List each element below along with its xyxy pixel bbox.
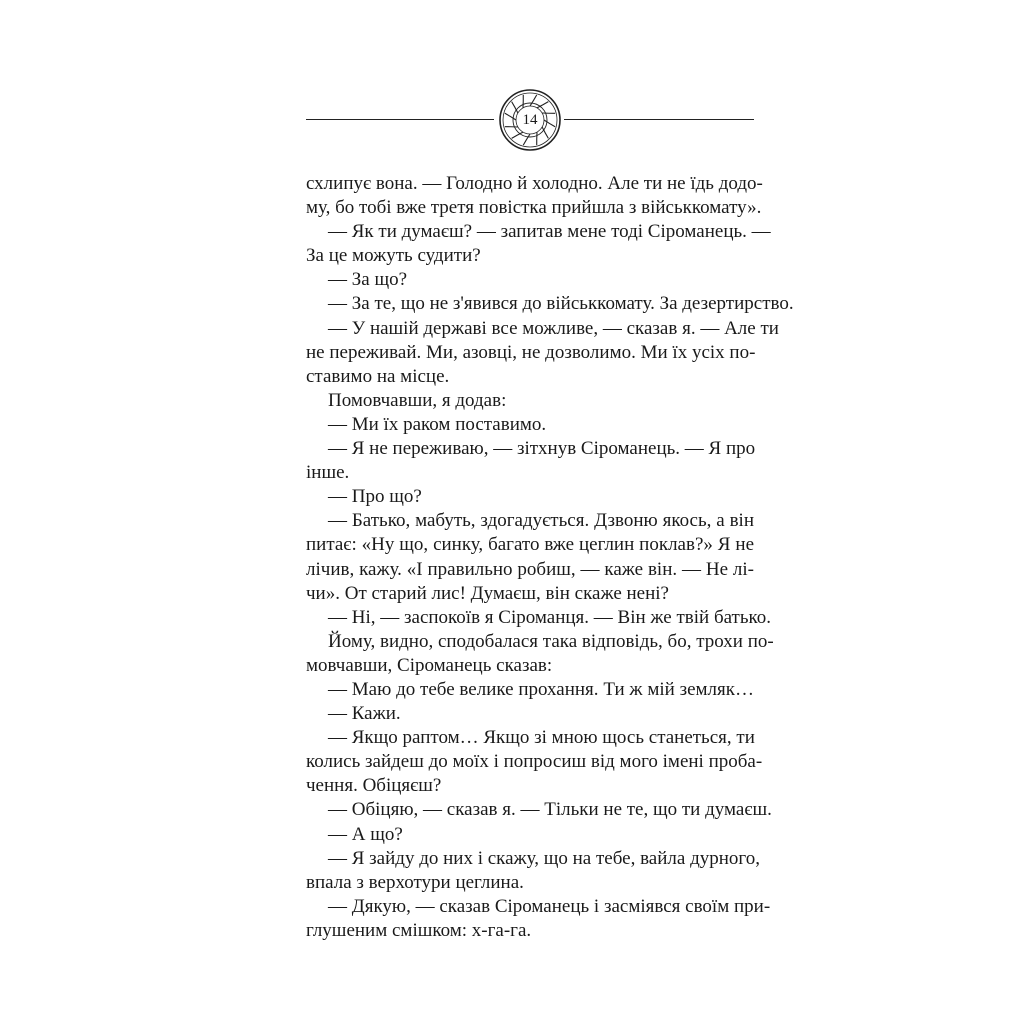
text-line: — У нашій державі все можливе, — сказав я. — Але ти <box>328 317 779 339</box>
text-line: схлипує вона. — Голодно й холодно. Але ти не їдь додо- <box>306 173 763 194</box>
text-line: — Ми їх раком поставимо. <box>328 413 547 435</box>
text-line: — Про що? <box>328 486 422 508</box>
text-line: лічив, кажу. «І правильно робиш, — каже він. — Не лі- <box>306 558 754 580</box>
text-line: — А що? <box>328 823 403 845</box>
text-line: питає: «Ну що, синку, багато вже цеглин поклав?» Я не <box>306 534 754 556</box>
text-line: мовчавши, Сіроманець сказав: <box>306 654 553 676</box>
text-line: — За те, що не з'явився до військкомату. За дезертирство. <box>328 293 794 315</box>
text-line: — Кажи. <box>328 703 401 725</box>
text-line: глушеним смішком: х-га-га. <box>306 919 532 941</box>
text-line: — Ні, — заспокоїв я Сіроманця. — Він же твій батько. <box>328 606 772 628</box>
text-line: му, бо тобі вже третя повістка прийшла з військкомату». <box>306 197 762 219</box>
text-line: За це можуть судити? <box>306 245 481 267</box>
text-line: — Якщо раптом… Якщо зі мною щось станеться, ти <box>328 727 755 749</box>
text-line: — Обіцяю, — сказав я. — Тільки не те, що ти думаєш. <box>328 799 772 821</box>
header-rule-right <box>564 119 754 120</box>
header-rule-left <box>306 119 494 120</box>
text-line: ставимо на місце. <box>306 365 450 387</box>
text-line: — Дякую, — сказав Сіроманець і засміявся своїм при- <box>328 895 771 917</box>
text-line: впала з верхотури цеглина. <box>306 871 524 893</box>
text-line: — Як ти думаєш? — запитав мене тоді Сіроманець. — <box>328 221 771 243</box>
text-line: чення. Обіцяєш? <box>306 775 442 797</box>
text-line: — Маю до тебе велике прохання. Ти ж мій земляк… <box>328 678 754 700</box>
text-line: інше. <box>306 462 350 484</box>
text-line: — За що? <box>328 269 408 291</box>
text-line: — Я зайду до них і скажу, що на тебе, вайла дурного, <box>328 847 760 869</box>
text-line: не переживай. Ми, азовці, не дозволимо. Ми їх усіх по- <box>306 341 756 363</box>
text-line: Помовчавши, я додав: <box>328 389 507 411</box>
page-number: 14 <box>522 112 538 128</box>
text-line: — Батько, мабуть, здогадується. Дзвоню якось, а він <box>328 510 754 532</box>
page-header <box>306 88 754 152</box>
body-text <box>306 172 794 943</box>
text-line: — Я не переживаю, — зітхнув Сіроманець. — Я про <box>328 438 756 460</box>
text-line: Йому, видно, сподобалася така відповідь, бо, трохи по- <box>328 630 774 652</box>
text-line: чи». От старий лис! Думаєш, він скаже нені? <box>306 582 669 604</box>
text-line: колись зайдеш до моїх і попросиш від мого імені проба- <box>306 751 763 773</box>
